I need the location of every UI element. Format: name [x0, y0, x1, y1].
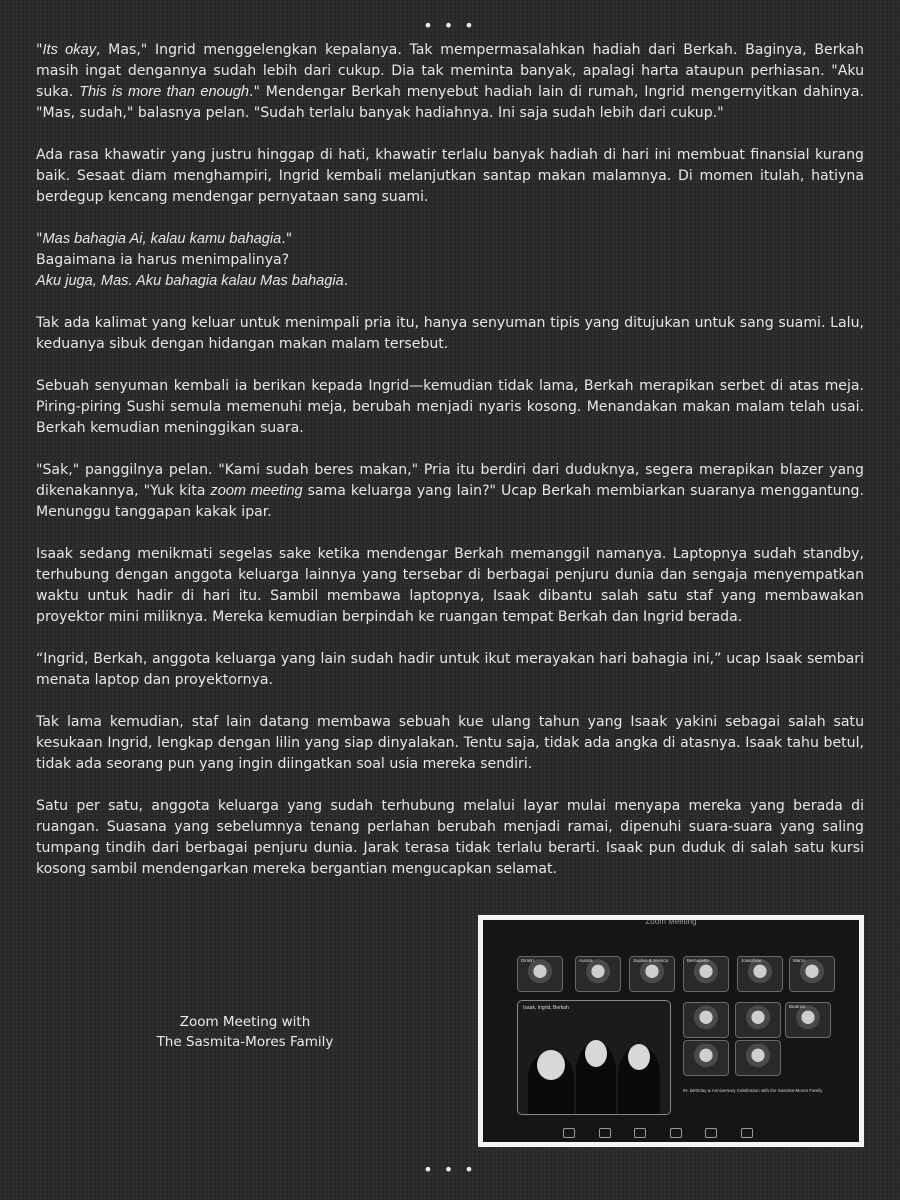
participant-name: Dimitri	[521, 958, 534, 963]
story-text	[36, 40, 864, 901]
participant-name: Beatrice	[789, 1004, 806, 1009]
person-silhouette	[618, 1048, 660, 1114]
paragraph-4: Tak ada kalimat yang keluar untuk menimpali pria itu, hanya senyuman tipis yang ditujukan untuk sang suami. Lalu, keduanya sibuk dengan hidangan makan malam tersebut.	[36, 315, 864, 352]
document-icon	[705, 1128, 717, 1138]
participant-tile	[785, 1002, 831, 1038]
share-icon	[670, 1128, 682, 1138]
caption-line-1: Zoom Meeting with	[179, 1014, 311, 1030]
participants-icon	[634, 1128, 646, 1138]
zoom-toolbar	[563, 1126, 753, 1140]
paragraph-10: Satu per satu, anggota keluarga yang sudah terhubung melalui layar mulai menyapa mereka yang berada di ruangan. Suasana yang sebelumnya tenang perlahan berubah menjadi ramai, dipenuhi suara-suara yang saling tumpang tindih dari berbagai penjuru dunia. Jarak terasa tidak terlalu berarti. Isaak pun duduk di salah satu kursi kosong sambil mendengarkan mereka bergantian mengucapkan selamat.	[36, 798, 864, 877]
paragraph-1	[36, 40, 864, 124]
text-run: .	[343, 273, 349, 289]
paragraph-5: Sebuah senyuman kembali ia berikan kepada Ingrid—kemudian tidak lama, Berkah merapikan serbet di atas meja. Piring-piring Sushi semula memenuhi meja, berubah menjadi nyaris kosong. Menandakan makan malam telah usai. Berkah kemudian meninggikan suara.	[36, 378, 864, 436]
paragraph-7: Isaak sedang menikmati segelas sake ketika mendengar Berkah memanggil namanya. Laptopnya sudah standby, terhubung dengan anggota keluarga lainnya yang tersebar di berbagai penjuru dunia dan sengaja menyempatkan waktu untuk hadir di hari itu. Sambil membawa laptopnya, Isaak dibantu salah satu staf yang membawakan proyektor mini miliknya. Mereka kemudian berpindah ke ruangan tempat Berkah dan Ingrid berada.	[36, 546, 864, 625]
paragraph-2: Ada rasa khawatir yang justru hinggap di hati, khawatir terlalu banyak hadiah di hari ini membuat finansial kurang baik. Sesaat diam menghampiri, Ingrid kembali melanjutkan santap makan malamnya. Di momen itulah, hatiyna berdegup kencang mendengar pernyataan sang suami.	[36, 147, 864, 205]
main-speaker-tile	[517, 1000, 671, 1115]
text-run: "	[36, 231, 43, 247]
italic-run: Aku bahagia kalau Mas bahagia	[136, 273, 344, 289]
paragraph-9: Tak lama kemudian, staf lain datang membawa sebuah kue ulang tahun yang Isaak yakini sebagai salah satu kesukaan Ingrid, lengkap dengan lilin yang siap dinyalakan. Tentu saja, tidak ada angka di atasnya. Isaak tahu betul, tidak ada seorang pun yang ingin diingatkan soal usia mereka sendiri.	[36, 714, 864, 772]
participant-tile	[683, 1002, 729, 1038]
participant-tile	[789, 956, 835, 992]
paragraph-3c	[36, 271, 864, 292]
meeting-title: Zoom Meeting	[645, 920, 697, 926]
participant-tile	[683, 1040, 729, 1076]
text-run: , Mas," Ingrid menggelengkan kepalanya. Tak mempermasalahkan hadiah dari Berkah. Baginya, Berkah masih ingat dengannya sudah lebih dari cukup. Dia tak meminta banyak, apalagi harta ataupun perhiasan. "Aku suka.	[36, 42, 864, 100]
camera-icon	[563, 1128, 575, 1138]
text-run: "Sak," panggilnya pelan. "Kami sudah beres makan," Pria itu berdiri dari duduknya, segera merapikan blazer yang dikenakannya, "Yuk kita	[36, 462, 864, 499]
chat-icon	[741, 1128, 753, 1138]
italic-run: Its okay	[42, 42, 96, 58]
text-run: "	[36, 42, 43, 58]
participant-tile	[575, 956, 621, 992]
italic-run: Aku juga	[36, 273, 93, 289]
participant-tile	[735, 1040, 781, 1076]
participant-tile	[683, 956, 729, 992]
participant-tile	[517, 956, 563, 992]
paragraph-6	[36, 460, 864, 523]
italic-run: Mas bahagia Ai, kalau kamu bahagia	[42, 231, 282, 247]
participant-name: Jayden & Jessica	[633, 958, 669, 963]
video-icon	[599, 1128, 611, 1138]
participant-name: Aurora	[579, 958, 593, 963]
paragraph-3b: Bagaimana ia harus menimpalinya?	[36, 252, 290, 268]
person-silhouette	[576, 1044, 616, 1114]
italic-run: , Mas.	[92, 273, 137, 289]
italic-run: zoom meeting	[210, 483, 303, 499]
zoom-meeting-photo	[478, 915, 864, 1147]
caption-line-2: The Sasmita-Mores Family	[156, 1034, 334, 1050]
event-banner: IN. Birthday & Anniversary Celebration with the Sasmita-Mores Family	[683, 1088, 823, 1093]
person-silhouette	[528, 1054, 574, 1114]
participant-tile	[735, 1002, 781, 1038]
participant-name: Bernadette	[687, 958, 710, 963]
zoom-screen	[483, 920, 859, 1142]
participant-tile	[737, 956, 783, 992]
paragraph-8: “Ingrid, Berkah, anggota keluarga yang lain sudah hadir untuk ikut merayakan hari bahagia ini,” ucap Isaak sembari menata laptop dan proyektornya.	[36, 651, 864, 688]
paragraph-3a	[36, 229, 864, 250]
participant-tile	[629, 956, 675, 992]
text-run: sama keluarga yang lain?" Ucap Berkah membiarkan suaranya menggantung. Menunggu tanggapan kakak ipar.	[36, 483, 864, 520]
text-run: ."	[281, 231, 293, 247]
bottom-separator: • • •	[423, 1160, 477, 1179]
photo-caption	[120, 1012, 370, 1052]
text-run: ." Mendengar Berkah menyebut hadiah lain di rumah, Ingrid mengernyitkan dahinya. "Mas, sudah," balasnya pelan. "Sudah terlalu banyak hadiahnya. Ini saja sudah lebih dari cukup."	[36, 84, 864, 121]
italic-run: This is more than enough	[79, 84, 250, 100]
participant-name: Marco	[793, 958, 806, 963]
main-tile-label: Isaak, Ingrid, Berkah	[523, 1005, 569, 1011]
top-separator: • • •	[423, 16, 477, 35]
participant-name: Josephine	[741, 958, 762, 963]
